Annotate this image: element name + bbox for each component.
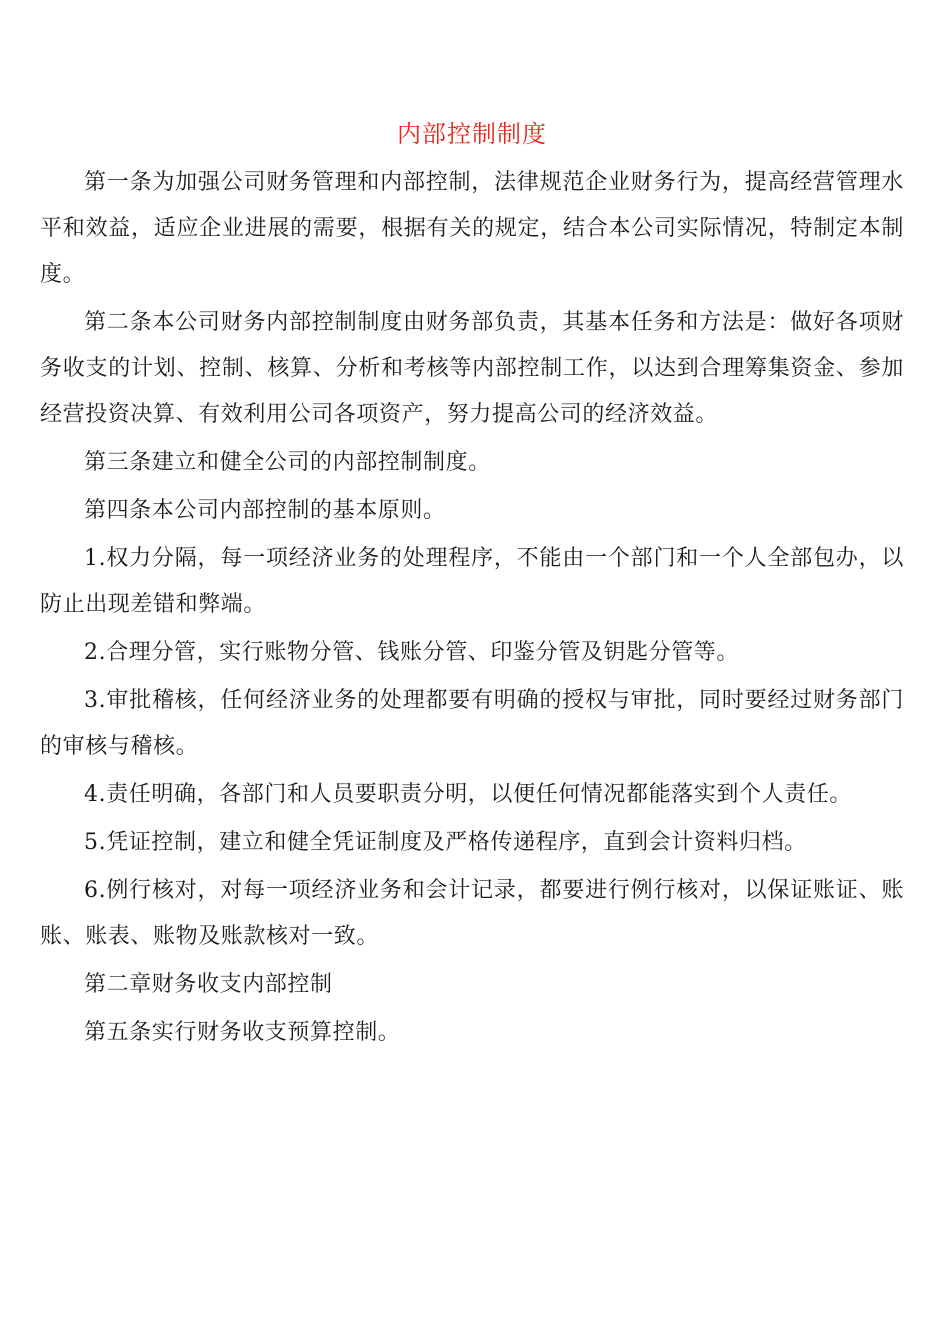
document-page — [40, 110, 904, 1058]
paragraph-article-3: 第三条建立和健全公司的内部控制制度。 — [84, 450, 491, 475]
document-title: 内部控制制度 — [397, 120, 547, 148]
paragraph-article-2: 第二条本公司财务内部控制制度由财务部负责，其基本任务和方法是：做好各项财务收支的计划、控制、核算、分析和考核等内部控制工作，以达到合理筹集资金、参加经营投资决算、有效利用公司各项资产，努力提高公司的经济效益。 — [40, 310, 904, 427]
paragraph-article-1: 第一条为加强公司财务管理和内部控制，法律规范企业财务行为，提高经营管理水平和效益，适应企业进展的需要，根据有关的规定，结合本公司实际情况，特制定本制度。 — [40, 170, 904, 287]
paragraph-principle-4: 4.责任明确，各部门和人员要职责分明，以便任何情况都能落实到个人责任。 — [84, 782, 852, 807]
paragraph-article-5: 第五条实行财务收支预算控制。 — [84, 1020, 401, 1045]
paragraph-principle-3: 3.审批稽核，任何经济业务的处理都要有明确的授权与审批，同时要经过财务部门的审核与稽核。 — [40, 688, 904, 759]
paragraph-principle-6: 6.例行核对，对每一项经济业务和会计记录，都要进行例行核对，以保证账证、账账、账表、账物及账款核对一致。 — [40, 878, 904, 949]
paragraph-article-4: 第四条本公司内部控制的基本原则。 — [84, 498, 446, 523]
paragraph-principle-2: 2.合理分管，实行账物分管、钱账分管、印鉴分管及钥匙分管等。 — [84, 640, 739, 665]
chapter-heading-2: 第二章财务收支内部控制 — [84, 972, 333, 997]
paragraph-principle-5: 5.凭证控制，建立和健全凭证制度及严格传递程序，直到会计资料归档。 — [84, 830, 807, 855]
paragraph-principle-1: 1.权力分隔，每一项经济业务的处理程序，不能由一个部门和一个人全部包办，以防止出现差错和弊端。 — [40, 546, 904, 617]
